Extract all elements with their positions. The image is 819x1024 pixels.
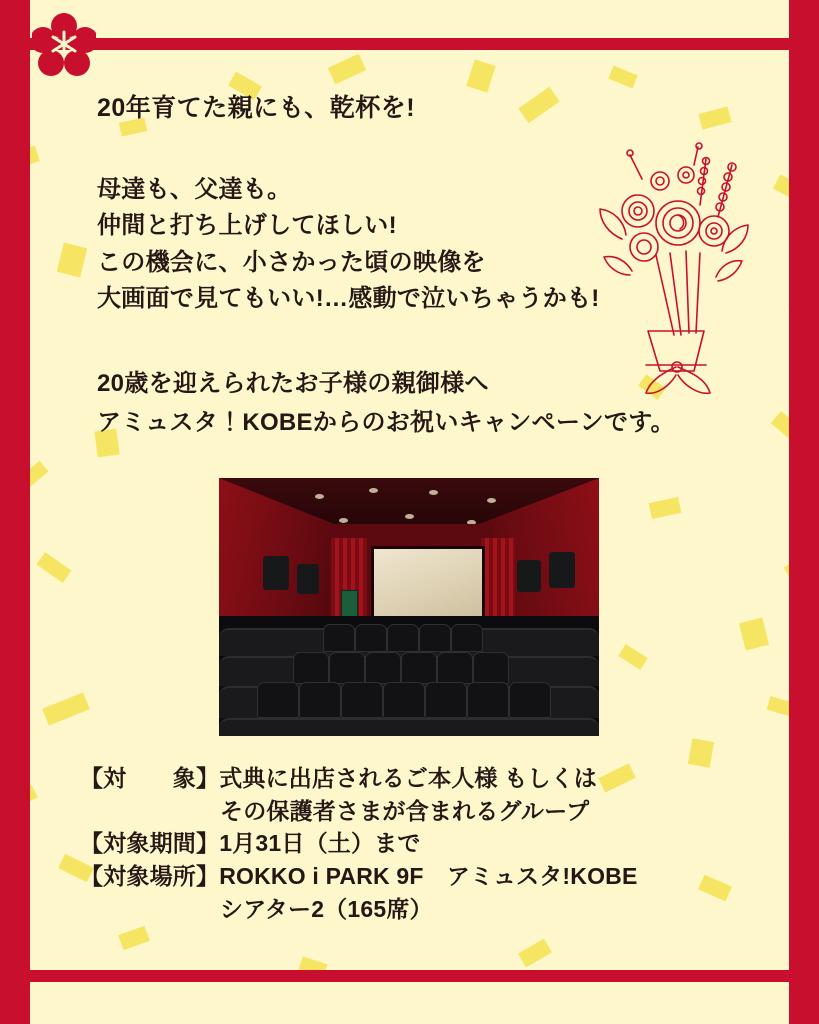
seat-row xyxy=(219,718,599,736)
seat xyxy=(437,652,473,684)
photo-speaker xyxy=(549,552,575,588)
frame-left-bar xyxy=(0,0,30,1024)
photo-speaker xyxy=(517,560,541,592)
frame-top-bar xyxy=(0,38,819,50)
ceiling-light-icon xyxy=(339,518,348,523)
plum-blossom-icon xyxy=(32,12,96,76)
poster-invitation xyxy=(97,365,675,443)
info-value: 1月31日（土）まで xyxy=(219,830,421,857)
info-subvalue: シアター2（165席） xyxy=(220,895,433,922)
body-line: 仲間と打ち上げしてほしい! xyxy=(97,212,397,240)
ceiling-light-icon xyxy=(369,488,378,493)
seat xyxy=(355,624,387,652)
seat xyxy=(341,682,383,718)
frame-right-bar xyxy=(789,0,819,1024)
info-value: 式典に出店されるご本人様 もしくは xyxy=(219,765,597,791)
poster-content xyxy=(30,50,789,970)
ceiling-light-icon xyxy=(429,490,438,495)
info-label: 【対 象】 xyxy=(80,765,220,791)
invitation-line: アミュスタ！KOBEからのお祝いキャンペーンです。 xyxy=(97,408,675,436)
seat xyxy=(257,682,299,718)
info-row xyxy=(80,762,638,795)
invitation-line: 20歳を迎えられたお子様の親御様へ xyxy=(97,370,489,397)
seat xyxy=(365,652,401,684)
seat xyxy=(473,652,509,684)
photo-speaker xyxy=(297,564,319,594)
poster-body xyxy=(97,172,600,318)
seat xyxy=(425,682,467,718)
seat xyxy=(387,624,419,652)
seat xyxy=(299,682,341,718)
ceiling-light-icon xyxy=(315,494,324,499)
body-line: 大画面で見てもいい!…感動で泣いちゃうかも! xyxy=(97,285,600,313)
frame-bottom-bar xyxy=(0,970,819,982)
info-subvalue: その保護者さまが含まれるグループ xyxy=(220,797,590,824)
seat xyxy=(451,624,483,652)
info-block xyxy=(80,762,638,925)
info-row xyxy=(80,860,638,893)
info-value: ROKKO i PARK 9F アミュスタ!KOBE xyxy=(219,862,638,889)
ceiling-light-icon xyxy=(405,514,414,519)
photo-screen xyxy=(371,546,485,622)
poster-headline: 20年育てた親にも、乾杯を! xyxy=(97,94,416,122)
seat xyxy=(383,682,425,718)
seat xyxy=(323,624,355,652)
photo-speaker xyxy=(263,556,289,590)
seat xyxy=(467,682,509,718)
seat xyxy=(419,624,451,652)
body-line: 母達も、父達も。 xyxy=(97,176,292,203)
seat xyxy=(293,652,329,684)
theater-photo xyxy=(219,478,599,736)
seat xyxy=(329,652,365,684)
seat xyxy=(509,682,551,718)
info-row xyxy=(80,827,638,860)
ceiling-light-icon xyxy=(487,498,496,503)
body-line: この機会に、小さかった頃の映像を xyxy=(97,248,486,276)
info-label: 【対象期間】 xyxy=(80,830,220,857)
seat xyxy=(401,652,437,684)
info-label: 【対象場所】 xyxy=(80,862,220,889)
